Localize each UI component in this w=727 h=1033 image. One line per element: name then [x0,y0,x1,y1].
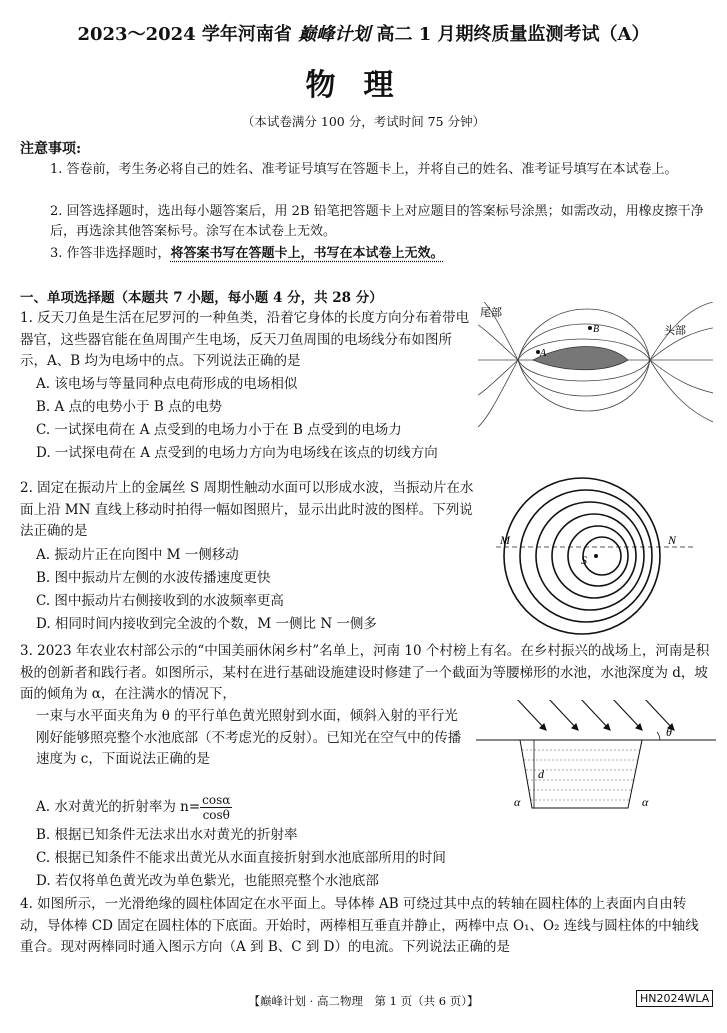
q1-electric-field-figure [478,302,713,437]
q3-stem-continued: 一束与水平面夹角为 θ 的平行单色黄光照射到水面，倾斜入射的平行光刚好能够照亮整个水池底部（不考虑光的反射）。已知光在空气中的传播速度为 c，下面说法正确的是 [36,708,462,767]
notice-item-1: 1. 答卷前，考生务必将自己的姓名、准考证号填写在答题卡上，并将自己的姓名、准考证号填写在本试卷上。 [50,162,678,177]
page-footer: 【巅峰计划 · 高二物理 第 1 页（共 6 页）】 [248,994,479,1008]
point-n-label: N [668,533,677,547]
point-m-label: M [500,533,510,547]
q3-option-d: D. 若仅将单色黄光改为单色紫光，也能照亮整个水池底部 [36,873,379,889]
q1-option-c: C. 一试探电荷在 A 点受到的电场力小于在 B 点受到的电场力 [36,422,402,438]
q1-stem: 1. 反天刀鱼是生活在尼罗河的一种鱼类，沿着它身体的长度方向分布着带电器官，这些器官能在鱼周围产生电场，反天刀鱼周围的电场线分布如图所示，A、B 均为电场中的点。下列说法正确的是 [20,310,470,369]
exam-title: 2023～2024 学年河南省 巅峰计划 高二 1 月期终质量监测考试（A） [77,24,650,45]
notice-item-3: 3. 作答非选择题时，将答案书写在答题卡上，书写在本试卷上无效。 [50,246,444,261]
fish-body [533,347,628,370]
q3-option-c: C. 根据已知条件不能求出黄光从水面直接折射到水池底部所用的时间 [36,850,446,866]
section-heading: 一、单项选择题（本题共 7 小题，每小题 4 分，共 28 分） [20,290,383,306]
exam-code: HN2024WLA [636,990,713,1007]
q1-option-d: D. 一试探电荷在 A 点受到的电场力方向为电场线在该点的切线方向 [36,445,438,461]
q2-option-d: D. 相同时间内接收到完全波的个数，M 一侧比 N 一侧多 [36,616,377,632]
theta-label: θ [666,725,672,739]
q2-stem: 2. 固定在振动片上的金属丝 S 周期性触动水面可以形成水波，当振动片在水面上沿 MN 直线上移动时拍得一幅如图照片，显示出此时波的图样。下列说法正确的是 [20,480,474,539]
fig-head-label: 头部 [664,324,686,337]
q2-water-wave-figure [496,474,696,639]
depth-d-label: d [538,767,544,781]
q3-pool-figure [476,700,716,825]
q1-option-a: A. 该电场与等量同种点电荷形成的电场相似 [36,376,298,392]
point-b-label: B [593,324,600,335]
source-s-label: S [581,553,587,567]
refractive-index-fraction: $\frac{\cos\alpha}{\cos\theta}$ [202,793,231,822]
q3-stem: 3. 2023 年农业农村部公示的“中国美丽休闲乡村”名单上，河南 10 个村榜上有名。在乡村振兴的战场上，河南是积极的创新者和践行者。如图所示，某村在进行基础设施建设时修建了一个截面为等腰梯形的水池，水池深度为 d，坡面的倾角为 α，在注满水的情况下， [20,643,710,702]
q1-option-b: B. A 点的电势小于 B 点的电势 [36,399,223,415]
q2-option-c: C. 图中振动片右侧接收到的水波频率更高 [36,593,284,609]
subject-title: 物理 [305,68,422,103]
q3-option-b: B. 根据已知条件无法求出水对黄光的折射率 [36,827,298,843]
exam-meta: （本试卷满分 100 分，考试时间 75 分钟） [241,114,486,129]
brand-name: 巅峰计划 [298,24,371,45]
q2-option-a: A. 振动片正在向图中 M 一侧移动 [36,547,239,563]
point-a-label: A [540,348,547,359]
notice-item-2: 2. 回答选择题时，选出每小题答案后，用 2B 铅笔把答题卡上对应题目的答案标号涂黑；如需改动，用橡皮擦干净后，再选涂其他答案标号。涂写在本试卷上无效。 [50,204,704,239]
q4-stem: 4. 如图所示，一光滑绝缘的圆柱体固定在水平面上。导体棒 AB 可绕过其中点的转轴在圆柱体的上表面内自由转动，导体棒 CD 固定在圆柱体的下底面。开始时，两棒相互垂直并静止，两棒中点 O₁、O₂ 连线与圆柱体的中轴线重合。现对两棒同时通入图示方向（A 到 B、C 到 D）的电流。下列说法正确的是 [20,896,699,955]
q2-option-b: B. 图中振动片左侧的水波传播速度更快 [36,570,271,586]
notice-emphasis: 将答案书写在答题卡上，书写在本试卷上无效。 [170,246,444,261]
fig-tail-label: 尾部 [480,306,502,319]
notice-heading: 注意事项: [20,141,82,157]
alpha-right-label: α [642,795,649,809]
q3-option-a: A. 水对黄光的折射率为 n= $\frac{\cos\alpha}{\cos\theta}$ [36,793,231,822]
alpha-left-label: α [514,795,521,809]
